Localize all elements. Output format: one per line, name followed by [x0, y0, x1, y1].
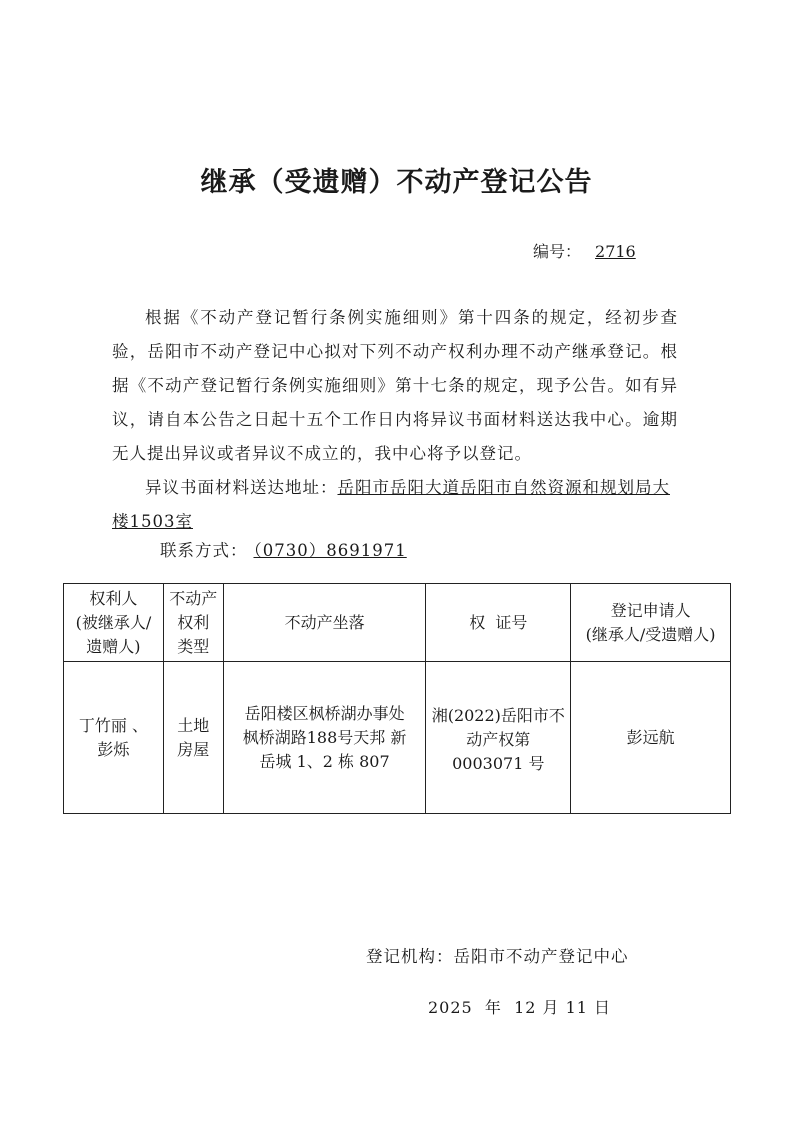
header-right-type: 不动产 权利 类型 [163, 584, 223, 662]
header-location: 不动产坐落 [223, 584, 426, 662]
table-row [64, 662, 731, 814]
table-header-row [64, 584, 731, 662]
doc-number-value: 2716 [595, 242, 636, 261]
cell-location: 岳阳楼区枫桥湖办事处 枫桥湖路188号天邦 新 岳城 1、2 栋 807 [223, 662, 426, 814]
notice-title: 继承（受遗赠）不动产登记公告 [200, 167, 593, 198]
cell-right-type: 土地 房屋 [163, 662, 223, 814]
header-applicant: 登记申请人 (继承人/受遗赠人) [571, 584, 731, 662]
issuing-authority: 登记机构：岳阳市不动产登记中心 [366, 947, 629, 966]
doc-number-label: 编号： [533, 242, 582, 261]
cell-certificate: 湘(2022)岳阳市不 动产权第 0003071 号 [426, 662, 571, 814]
objection-address [112, 471, 678, 539]
contact-info [160, 539, 425, 563]
header-holder: 权利人 (被继承人/ 遗赠人) [64, 584, 164, 662]
notice-date: 2025 年 12 月 11 日 [428, 998, 612, 1017]
notice-body: 根据《不动产登记暂行条例实施细则》第十四条的规定，经初步查验，岳阳市不动产登记中心拟对下列不动产权利办理不动产继承登记。根据《不动产登记暂行条例实施细则》第十七条的规定，现予公告。如有异议，请自本公告之日起十五个工作日内将异议书面材料送达我中心。逾期无人提出异议或者异议不成立的，我中心将予以登记。 [112, 308, 678, 463]
objection-address-value: 岳阳市岳阳大道岳阳市自然资源和规划局大楼1503室 [112, 478, 670, 531]
doc-number [533, 239, 636, 262]
contact-value: （0730）8691971 [253, 541, 407, 560]
registration-table [63, 583, 731, 814]
contact-label: 联系方式： [160, 541, 248, 560]
objection-address-label: 异议书面材料送达地址： [145, 478, 338, 497]
cell-applicant: 彭远航 [571, 662, 731, 814]
header-certificate: 权 证号 [426, 584, 571, 662]
cell-holder: 丁竹丽 、 彭烁 [64, 662, 164, 814]
